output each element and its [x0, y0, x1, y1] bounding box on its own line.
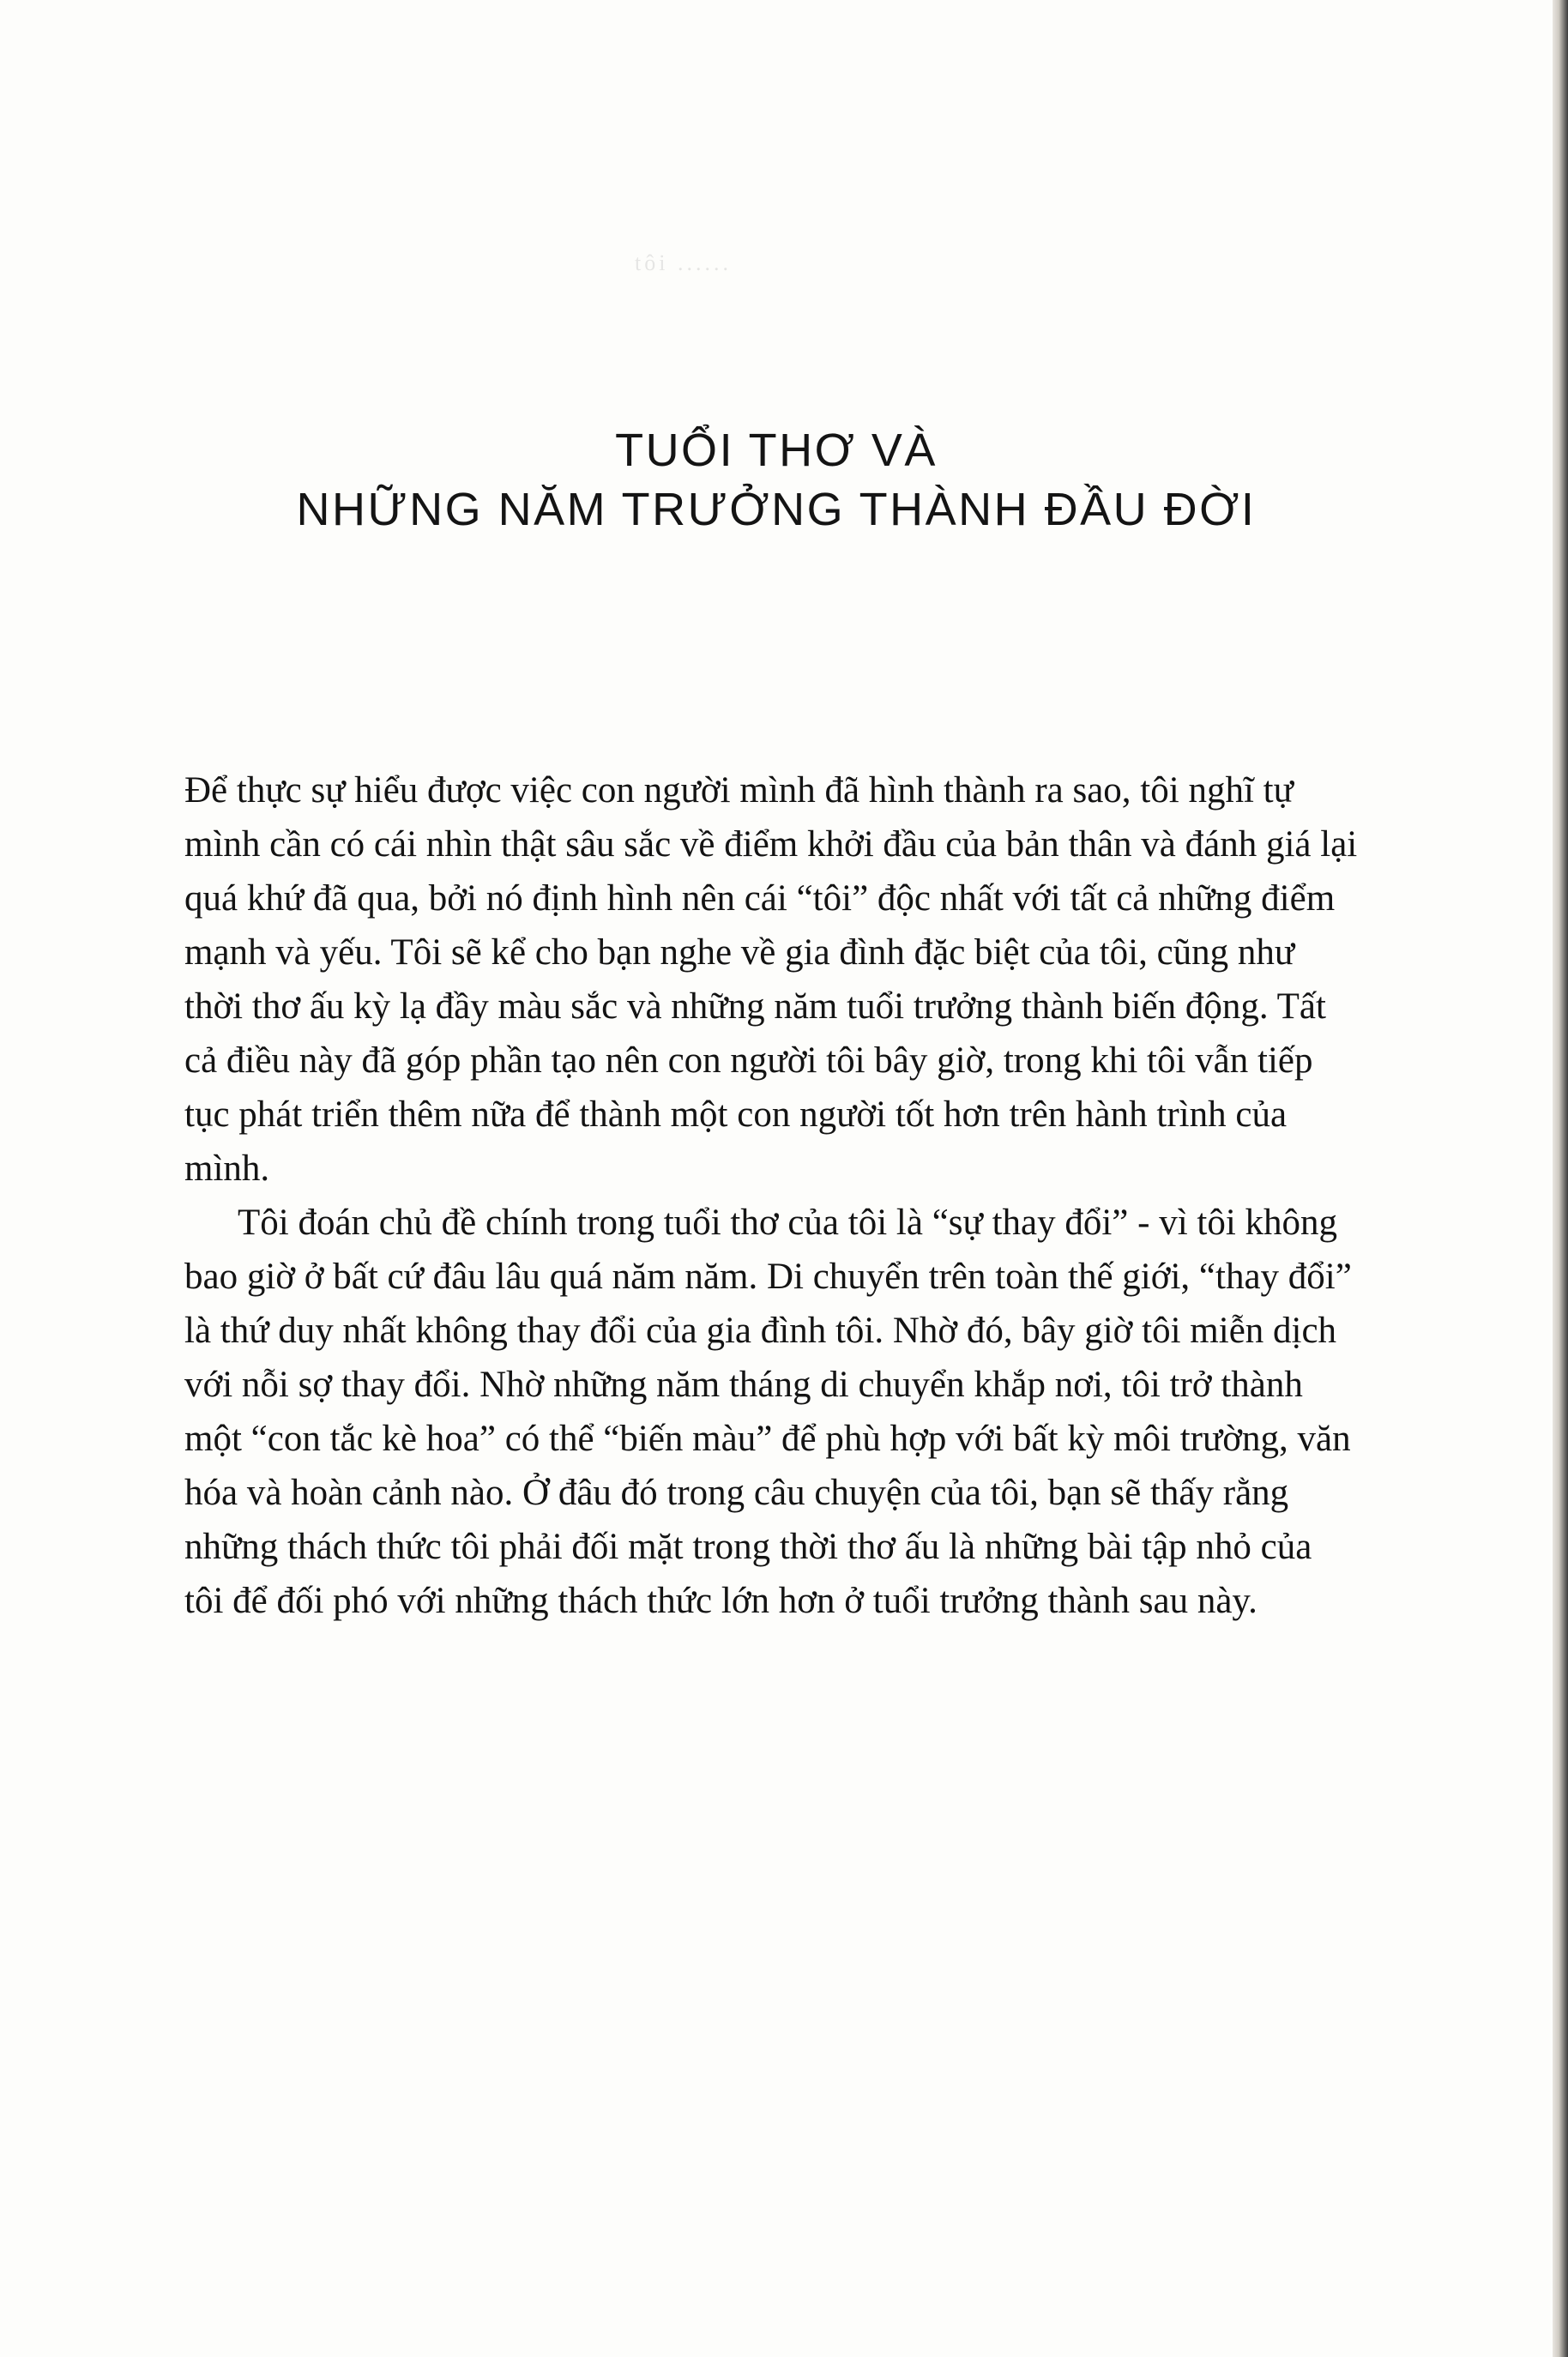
- body-text: [184, 763, 1360, 1628]
- paragraph: Để thực sự hiểu được việc con người mình đã hình thành ra sao, tôi nghĩ tự mình cần có cái nhìn thật sâu sắc về điểm khởi đầu của bản thân và đánh giá lại quá khứ đã qua, bởi nó định hình nên cái “tôi” độc nhất với tất cả những điểm mạnh và yếu. Tôi sẽ kể cho bạn nghe về gia đình đặc biệt của tôi, cũng như thời thơ ấu kỳ lạ đầy màu sắc và những năm tuổi trưởng thành biến động. Tất cả điều này đã góp phần tạo nên con người tôi bây giờ, trong khi tôi vẫn tiếp tục phát triển thêm nữa để thành một con người tốt hơn trên hành trình của mình.: [184, 770, 1358, 1189]
- page-edge-shadow: [1553, 0, 1568, 2357]
- chapter-title-line-2: NHỮNG NĂM TRƯỞNG THÀNH ĐẦU ĐỜI: [296, 484, 1257, 536]
- chapter-title: [180, 421, 1372, 540]
- paragraph: Tôi đoán chủ đề chính trong tuổi thơ của tôi là “sự thay đổi” - vì tôi không bao giờ ở bất cứ đâu lâu quá năm năm. Di chuyển trên toàn thế giới, “thay đổi” là thứ duy nhất không thay đổi của gia đình tôi. Nhờ đó, bây giờ tôi miễn dịch với nỗi sợ thay đổi. Nhờ những năm tháng di chuyển khắp nơi, tôi trở thành một “con tắc kè hoa” có thể “biến màu” để phù hợp với bất kỳ môi trường, văn hóa và hoàn cảnh nào. Ở đâu đó trong câu chuyện của tôi, bạn sẽ thấy rằng những thách thức tôi phải đối mặt trong thời thơ ấu là những bài tập nhỏ của tôi để đối phó với những thách thức lớn hơn ở tuổi trưởng thành sau này.: [184, 1203, 1352, 1621]
- chapter-title-line-1: TUỔI THƠ VÀ: [615, 425, 938, 477]
- bleed-through-text: tôi ......: [635, 250, 732, 275]
